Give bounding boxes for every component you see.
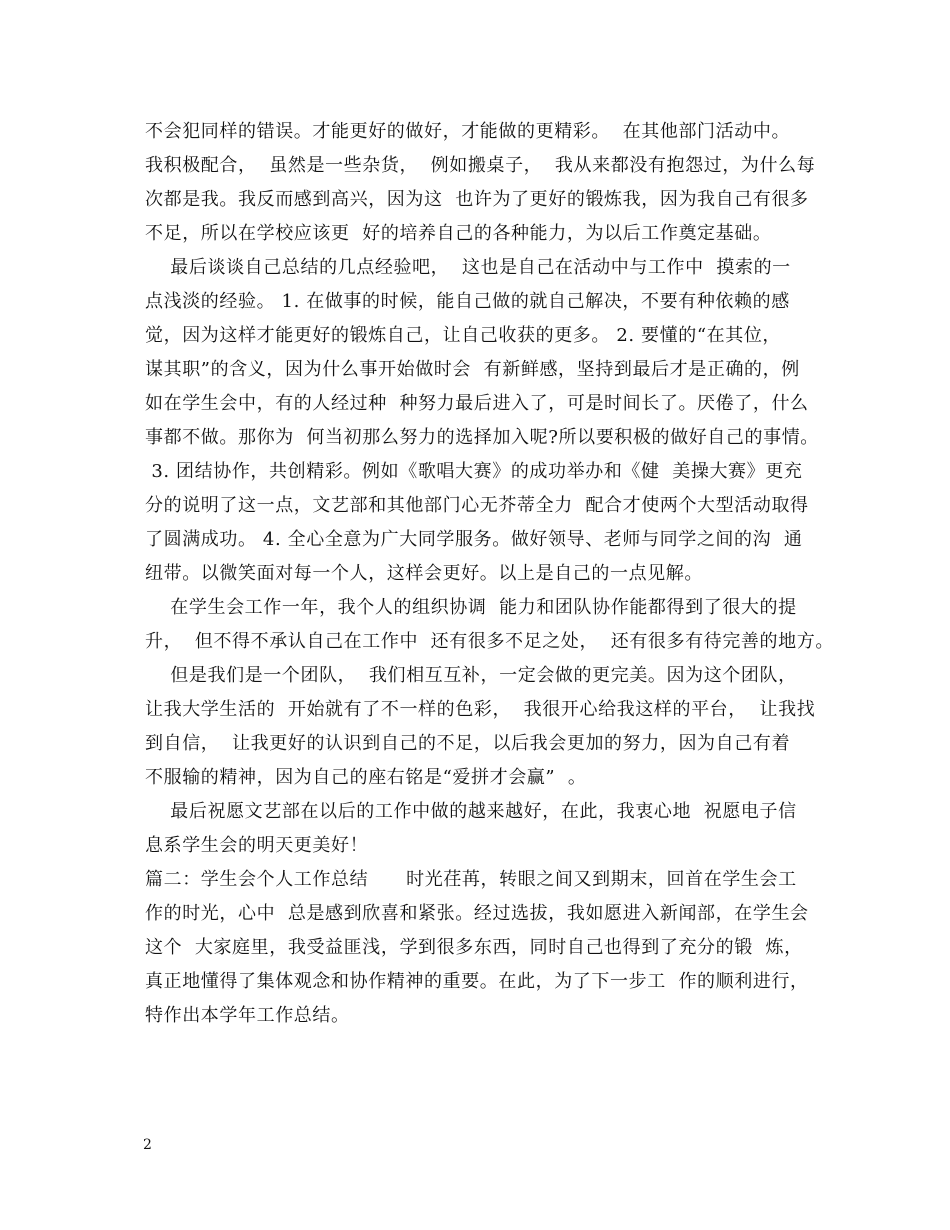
text-line: 谋其职”的含义，因为什么事开始做时会 有新鲜感，坚持到最后才是正确的，例	[145, 359, 800, 380]
text-line: 事都不做。那你为 何当初那么努力的选择加入呢?所以要积极的做好自己的事情。	[145, 427, 819, 448]
text-line: 但是我们是一个团队， 我们相互互补，一定会做的更完美。因为这个团队，	[145, 665, 797, 686]
text-line: 次都是我。我反而感到高兴，因为这 也许为了更好的锻炼我，因为我自己有很多	[145, 189, 809, 210]
text-line: 息系学生会的明天更美好！	[145, 835, 369, 856]
text-line: 最后祝愿文艺部在以后的工作中做的越来越好，在此，我衷心地 祝愿电子信	[145, 801, 797, 822]
text-line: 不足，所以在学校应该更 好的培养自己的各种能力，为以后工作奠定基础。	[145, 223, 772, 244]
text-line: 如在学生会中，有的人经过种 种努力最后进入了，可是时间长了。厌倦了，什么	[145, 393, 809, 414]
text-line: 了圆满成功。 4. 全心全意为广大同学服务。做好领导、老师与同学之间的沟 通	[145, 529, 803, 550]
text-line: 升， 但不得不承认自己在工作中 还有很多不足之处， 还有很多有待完善的地方。	[145, 631, 834, 652]
text-line: 作的时光，心中 总是感到欣喜和紧张。经过选拔，我如愿进入新闻部，在学生会	[145, 903, 809, 924]
text-line: 觉，因为这样才能更好的锻炼自己，让自己收获的更多。 2. 要懂的“在其位，	[145, 325, 782, 346]
text-line: 我积极配合， 虽然是一些杂货， 例如搬桌子， 我从来都没有抱怨过，为什么每	[145, 155, 816, 176]
text-line: 真正地懂得了集体观念和协作精神的重要。在此，为了下一步工 作的顺利进行，	[145, 971, 809, 992]
text-line: 最后谈谈自己总结的几点经验吧， 这也是自己在活动中与工作中 摸索的一	[145, 257, 791, 278]
text-line: 纽带。以微笑面对每一个人，这样会更好。以上是自己的一点见解。	[145, 563, 703, 584]
text-line: 到自信， 让我更好的认识到自己的不足，以后我会更加的努力，因为自己有着	[145, 733, 791, 754]
text-line: 让我大学生活的 开始就有了不一样的色彩， 我很开心给我这样的平台， 让我找	[145, 699, 816, 720]
text-line: 分的说明了这一点，文艺部和其他部门心无芥蒂全力 配合才使两个大型活动取得	[145, 495, 809, 516]
text-line: 点浅淡的经验。 1. 在做事的时候，能自己做的就自己解决，不要有种依赖的感	[145, 291, 790, 312]
text-line: 特作出本学年工作总结。	[145, 1005, 350, 1026]
page-number: 2	[143, 1137, 152, 1153]
text-line: 不服输的精神，因为自己的座右铭是“爱拼才会赢” 。	[145, 767, 587, 788]
text-line: 这个 大家庭里，我受益匪浅，学到很多东西，同时自己也得到了充分的锻 炼，	[145, 937, 803, 958]
text-line: 在学生会工作一年，我个人的组织协调 能力和团队协作能都得到了很大的提	[145, 597, 797, 618]
text-line: 3. 团结协作，共创精彩。例如《歌唱大赛》的成功举办和《健 美操大赛》更充	[145, 461, 803, 482]
text-line: 不会犯同样的错误。才能更好的做好，才能做的更精彩。 在其他部门活动中。	[145, 121, 791, 142]
text-line: 篇二：学生会个人工作总结 时光荏苒，转眼之间又到期末，回首在学生会工	[145, 869, 797, 890]
